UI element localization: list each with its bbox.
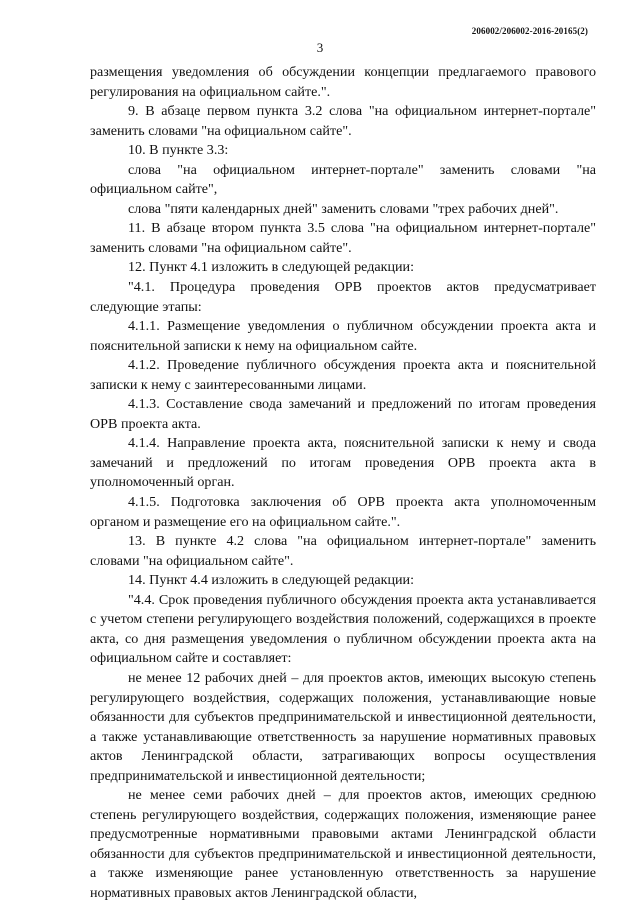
paragraph: 9. В абзаце первом пункта 3.2 слова "на официальном интернет-портале" заменить словами "на официальном сайте". bbox=[90, 103, 596, 139]
paragraph: размещения уведомления об обсуждении концепции предлагаемого правового регулирования на официальном сайте.". bbox=[90, 64, 596, 100]
paragraph: 4.1.2. Проведение публичного обсуждения проекта акта и пояснительной записки к нему с заинтересованными лицами. bbox=[90, 357, 596, 393]
paragraph: 4.1.3. Составление свода замечаний и предложений по итогам проведения ОРВ проекта акта. bbox=[90, 396, 596, 432]
paragraph: 4.1.1. Размещение уведомления о публичном обсуждении проекта акта и пояснительной записки к нему на официальном сайте. bbox=[90, 318, 596, 354]
paragraph: 4.1.4. Направление проекта акта, пояснительной записки к нему и свода замечаний и предложений по итогам проведения ОРВ проекта акта в уполномоченный орган. bbox=[90, 435, 596, 491]
paragraph: слова "пяти календарных дней" заменить словами "трех рабочих дней". bbox=[128, 200, 559, 217]
paragraph: слова "на официальном интернет-портале" заменить словами "на официальном сайте", bbox=[90, 161, 596, 198]
paragraph: "4.4. Срок проведения публичного обсуждения проекта акта устанавливается с учетом степени регулирующего воздействия положений, содержащихся в проекте акта, со дня размещения уведомления о публичном обсуждении проекта акта на официальном сайте и составляет: bbox=[90, 591, 596, 667]
paragraph: 13. В пункте 4.2 слова "на официальном интернет-портале" заменить словами "на официальном сайте". bbox=[90, 533, 596, 569]
paragraph: не менее семи рабочих дней – для проектов актов, имеющих среднюю степень регулирующего воздействия, содержащих положения, изменяющие ранее предусмотренные нормативными правовыми актами Ленинградской области обязанности для субъектов предпринимательской и инвестиционной деятельности, а также изменяющие ранее установленную ответственность за нарушение нормативных правовых актов Ленинградской области, bbox=[90, 787, 596, 901]
paragraph: 14. Пункт 4.4 изложить в следующей редакции: bbox=[128, 572, 415, 589]
document-id: 206002/206002-2016-20165(2) bbox=[471, 26, 588, 36]
paragraph: "4.1. Процедура проведения ОРВ проектов актов предусматривает следующие этапы: bbox=[90, 279, 596, 315]
paragraph: не менее 12 рабочих дней – для проектов актов, имеющих высокую степень регулирующего воздействия, содержащих положения, устанавливающие новые обязанности для субъектов предпринимательской и инвестиционной деятельности, а также устанавливающие ответственность за нарушение нормативных правовых актов Ленинградской области, затрагивающих вопросы осуществления предпринимательской и инвестиционной деятельности; bbox=[90, 669, 596, 784]
document-body bbox=[90, 63, 596, 904]
paragraph: 12. Пункт 4.1 изложить в следующей редакции: bbox=[128, 259, 415, 276]
paragraph: 10. В пункте 3.3: bbox=[128, 142, 229, 159]
page-number: 3 bbox=[316, 40, 324, 55]
paragraph: 4.1.5. Подготовка заключения об ОРВ проекта акта уполномоченным органом и размещение его на официальном сайте.". bbox=[90, 494, 596, 530]
paragraph: 11. В абзаце втором пункта 3.5 слова "на официальном интернет-портале" заменить словами "на официальном сайте". bbox=[90, 220, 596, 256]
